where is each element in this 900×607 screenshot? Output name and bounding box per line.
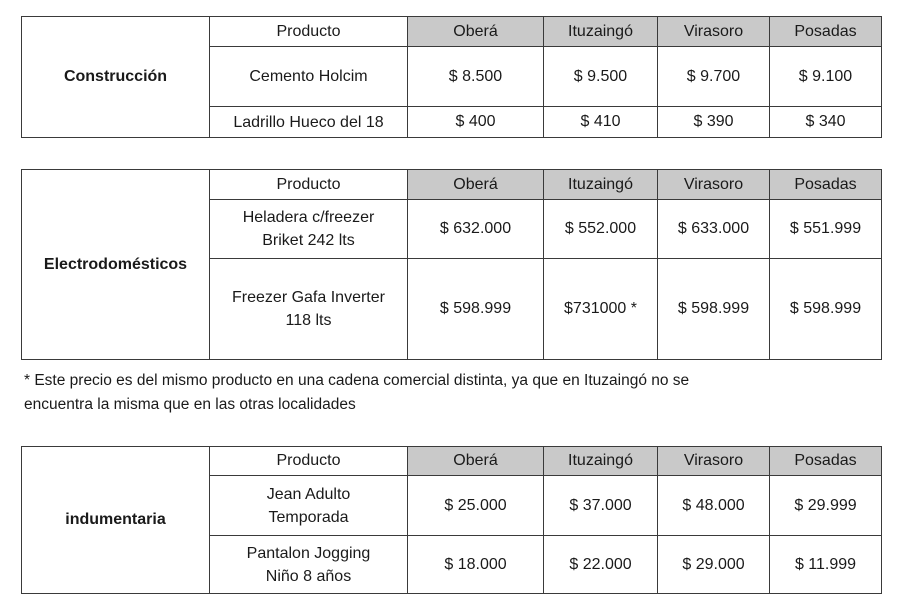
table-header-row bbox=[22, 170, 882, 200]
product-cell bbox=[210, 200, 408, 259]
category-label: Construcción bbox=[22, 17, 210, 138]
price-cell: $ 340 bbox=[770, 107, 882, 138]
product-cell bbox=[210, 536, 408, 594]
column-header-obera: Oberá bbox=[408, 447, 544, 476]
product-name-line: Niño 8 años bbox=[265, 567, 352, 585]
product-name-line: Temporada bbox=[268, 508, 349, 526]
product-name-line: Pantalon Jogging bbox=[246, 544, 371, 562]
column-header-obera: Oberá bbox=[408, 170, 544, 200]
product-name-line: Freezer Gafa Inverter bbox=[232, 289, 385, 306]
column-header-posadas: Posadas bbox=[770, 170, 882, 200]
price-cell: $ 9.100 bbox=[770, 47, 882, 107]
product-cell: Ladrillo Hueco del 18 bbox=[210, 107, 408, 138]
table-header-row bbox=[22, 17, 882, 47]
footnote-line: encuentra la misma que en las otras localidades bbox=[24, 396, 356, 413]
price-cell: $ 25.000 bbox=[408, 476, 544, 536]
price-cell: $ 48.000 bbox=[658, 476, 770, 536]
price-cell: $731000 * bbox=[544, 259, 658, 360]
column-header-ituzaingo: Ituzaingó bbox=[544, 170, 658, 200]
category-label: indumentaria bbox=[22, 447, 210, 594]
column-header-posadas: Posadas bbox=[770, 17, 882, 47]
column-header-obera: Oberá bbox=[408, 17, 544, 47]
price-cell: $ 18.000 bbox=[408, 536, 544, 594]
price-cell: $ 11.999 bbox=[770, 536, 882, 594]
construccion-table bbox=[21, 16, 882, 138]
column-header-producto: Producto bbox=[210, 17, 408, 47]
price-cell: $ 400 bbox=[408, 107, 544, 138]
column-header-posadas: Posadas bbox=[770, 447, 882, 476]
column-header-virasoro: Virasoro bbox=[658, 447, 770, 476]
electrodomesticos-table bbox=[21, 169, 882, 360]
indumentaria-table bbox=[21, 446, 882, 594]
product-name-line: 118 lts bbox=[285, 312, 332, 329]
price-cell: $ 598.999 bbox=[408, 259, 544, 360]
price-cell: $ 29.999 bbox=[770, 476, 882, 536]
column-header-ituzaingo: Ituzaingó bbox=[544, 447, 658, 476]
product-name-line: Briket 242 lts bbox=[262, 232, 355, 249]
price-cell: $ 390 bbox=[658, 107, 770, 138]
column-header-virasoro: Virasoro bbox=[658, 170, 770, 200]
product-cell bbox=[210, 476, 408, 536]
price-cell: $ 552.000 bbox=[544, 200, 658, 259]
column-header-producto: Producto bbox=[210, 447, 408, 476]
footnote bbox=[24, 369, 884, 417]
product-name-line: Heladera c/freezer bbox=[242, 209, 375, 226]
price-cell: $ 632.000 bbox=[408, 200, 544, 259]
product-cell: Cemento Holcim bbox=[210, 47, 408, 107]
product-name-line: Jean Adulto bbox=[266, 485, 351, 503]
price-cell: $ 551.999 bbox=[770, 200, 882, 259]
price-cell: $ 8.500 bbox=[408, 47, 544, 107]
price-cell: $ 22.000 bbox=[544, 536, 658, 594]
price-cell: $ 29.000 bbox=[658, 536, 770, 594]
price-cell: $ 598.999 bbox=[770, 259, 882, 360]
price-cell: $ 633.000 bbox=[658, 200, 770, 259]
price-cell: $ 410 bbox=[544, 107, 658, 138]
price-cell: $ 9.500 bbox=[544, 47, 658, 107]
column-header-virasoro: Virasoro bbox=[658, 17, 770, 47]
footnote-line: * Este precio es del mismo producto en una cadena comercial distinta, ya que en Ituzaingó no se bbox=[24, 372, 690, 389]
product-cell bbox=[210, 259, 408, 360]
price-cell: $ 9.700 bbox=[658, 47, 770, 107]
table-header-row bbox=[22, 447, 882, 476]
price-cell: $ 598.999 bbox=[658, 259, 770, 360]
price-cell: $ 37.000 bbox=[544, 476, 658, 536]
category-label: Electrodomésticos bbox=[22, 170, 210, 360]
column-header-producto: Producto bbox=[210, 170, 408, 200]
column-header-ituzaingo: Ituzaingó bbox=[544, 17, 658, 47]
